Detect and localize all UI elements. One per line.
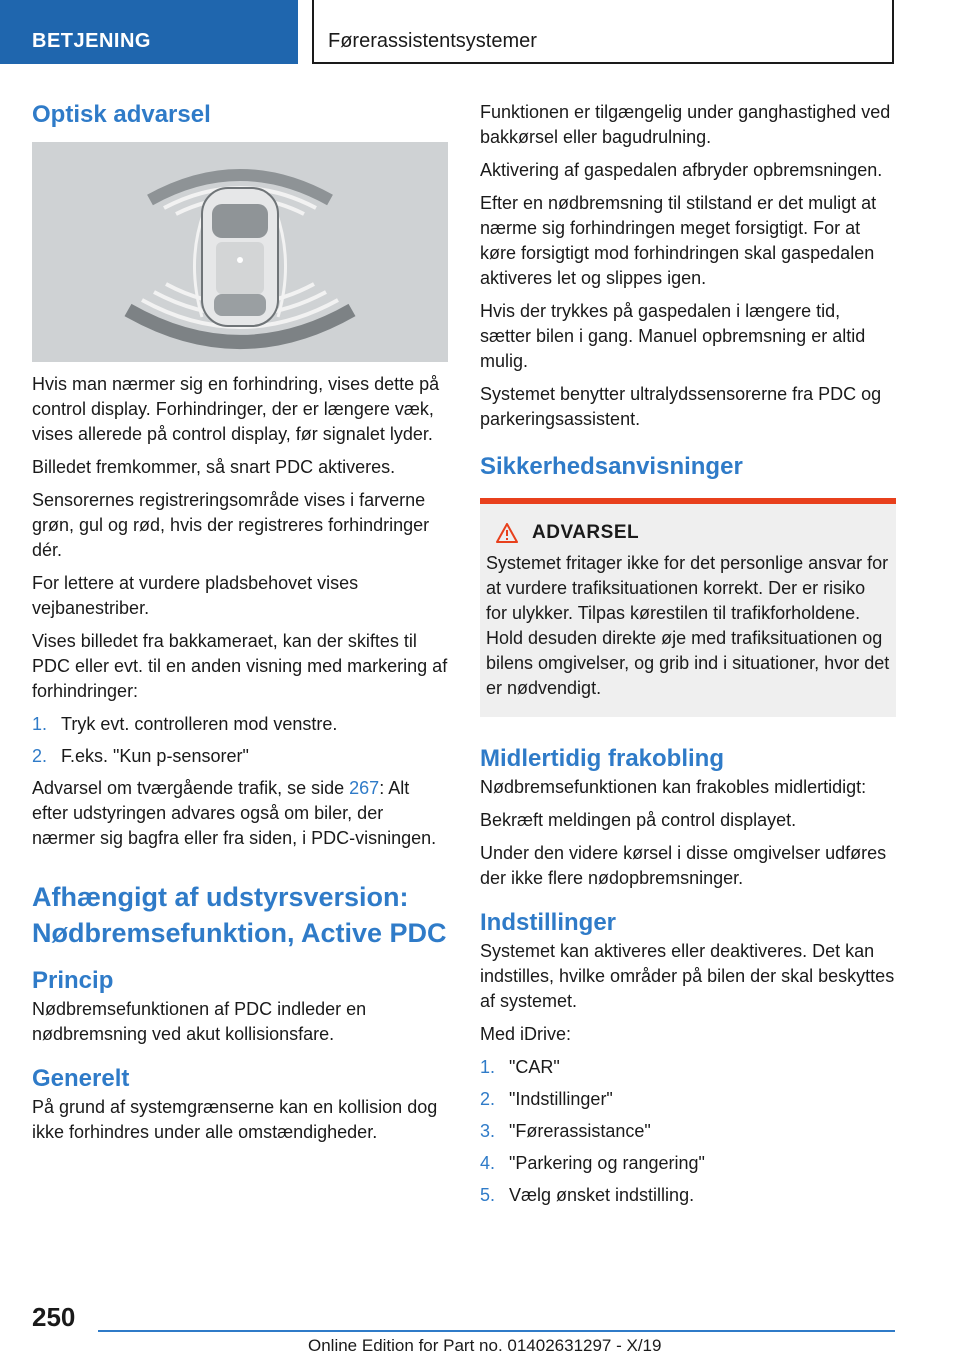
heading-princip: Princip bbox=[32, 967, 114, 994]
right-column bbox=[480, 100, 896, 1215]
list-item bbox=[480, 1119, 896, 1144]
list-item bbox=[32, 744, 448, 769]
heading-sikkerhedsanvisninger: Sikkerhedsanvisninger bbox=[480, 453, 743, 480]
pdc-car-illustration bbox=[32, 142, 448, 362]
paragraph: Billedet fremkommer, så snart PDC aktiveres. bbox=[32, 457, 396, 477]
list-number: 4. bbox=[480, 1153, 496, 1173]
paragraph: Aktivering af gaspedalen afbryder opbremsningen. bbox=[480, 160, 883, 180]
paragraph: For lettere at vurdere pladsbehovet vises vejbanestriber. bbox=[32, 573, 359, 618]
paragraph: Bekræft meldingen på control displayet. bbox=[480, 810, 797, 830]
warning-box bbox=[480, 498, 896, 717]
warning-title-row bbox=[486, 520, 890, 545]
list-text: Tryk evt. controlleren mod venstre. bbox=[61, 714, 338, 734]
list-item bbox=[480, 1151, 896, 1176]
list-text: Vælg ønsket indstilling. bbox=[509, 1185, 695, 1205]
paragraph: Hvis der trykkes på gaspedalen i længere tid, sætter bilen i gang. Manuel opbremsning er altid mulig. bbox=[480, 301, 866, 371]
chapter-tab bbox=[312, 0, 894, 64]
page-link[interactable]: 267 bbox=[349, 778, 380, 798]
heading-noedbremsefunktion: Afhængigt af udstyrsversion: Nødbremsefunktion, Active PDC bbox=[32, 882, 447, 948]
list-item bbox=[480, 1183, 896, 1208]
pdc-display-illustration bbox=[32, 142, 448, 362]
text: : Alt efter udstyringen advares også om biler, der nærmer sig bagfra eller fra siden, i PDC-visningen. bbox=[32, 778, 437, 848]
list-text: F.eks. "Kun p-sensorer" bbox=[61, 746, 249, 766]
paragraph: Nødbremsefunktionen af PDC indleder en nødbremsning ved akut kollisionsfare. bbox=[32, 999, 367, 1044]
list-number: 1. bbox=[32, 714, 48, 734]
heading-optisk-advarsel: Optisk advarsel bbox=[32, 101, 211, 128]
paragraph: Vises billedet fra bakkameraet, kan der skiftes til PDC eller evt. til en anden visning med markering af forhindringer: bbox=[32, 631, 448, 701]
list-number: 2. bbox=[32, 746, 48, 766]
list-item bbox=[480, 1055, 896, 1080]
step-list bbox=[480, 1055, 896, 1208]
list-number: 1. bbox=[480, 1057, 496, 1077]
step-list bbox=[32, 712, 448, 769]
list-number: 3. bbox=[480, 1121, 496, 1141]
list-text: "Parkering og rangering" bbox=[509, 1153, 705, 1173]
list-item bbox=[32, 712, 448, 737]
edition-note: Online Edition for Part no. 01402631297 - X/19 bbox=[308, 1336, 662, 1355]
list-number: 2. bbox=[480, 1089, 496, 1109]
section-title: BETJENING bbox=[32, 30, 151, 52]
text: Advarsel om tværgående trafik, se side bbox=[32, 778, 350, 798]
paragraph: Efter en nødbremsning til stilstand er det muligt at nærme sig forhindringen meget forsigtigt. For at køre forsigtigt mod forhindringen skal gaspedalen aktiveres let og slippes igen. bbox=[480, 193, 877, 288]
warning-title: ADVARSEL bbox=[532, 522, 640, 543]
paragraph: Systemet benytter ultralydssensorerne fra PDC og parkeringsassistent. bbox=[480, 384, 882, 429]
paragraph: Funktionen er tilgængelig under ganghastighed ved bakkørsel eller bagudrulning. bbox=[480, 102, 891, 147]
list-text: "CAR" bbox=[509, 1057, 560, 1077]
paragraph: Hvis man nærmer sig en forhindring, vises dette på control display. Forhindringer, der er længere væk, vises allerede på control display, før signalet lyder. bbox=[32, 374, 440, 444]
list-text: "Indstillinger" bbox=[509, 1089, 613, 1109]
warning-triangle-icon bbox=[496, 523, 518, 543]
list-item bbox=[480, 1087, 896, 1112]
paragraph: Med iDrive: bbox=[480, 1024, 572, 1044]
heading-generelt: Generelt bbox=[32, 1065, 130, 1092]
chapter-title: Førerassistentsystemer bbox=[328, 30, 537, 52]
list-text: "Førerassistance" bbox=[509, 1121, 651, 1141]
paragraph: Under den videre kørsel i disse omgivelser udføres der ikke flere nødopbremsninger. bbox=[480, 843, 887, 888]
paragraph: Systemet kan aktiveres eller deaktiveres. Det kan indstilles, hvilke områder på bilen der skal beskyttes af systemet. bbox=[480, 941, 895, 1011]
list-number: 5. bbox=[480, 1185, 496, 1205]
warning-text: Systemet fritager ikke for det personlige ansvar for at vurdere trafiksituationen korrekt. Der er risiko for ulykker. Tilpas kørestilen til trafikforholdene. Hold desuden direkte øje med trafiksituationen og bilens omgivelser, og grib ind i situationer, hvor det er nødvendigt. bbox=[486, 553, 890, 698]
paragraph bbox=[32, 776, 448, 851]
paragraph: På grund af systemgrænserne kan en kollision dog ikke forhindres under alle omstændigheder. bbox=[32, 1097, 438, 1142]
page-number: 250 bbox=[32, 1302, 76, 1332]
heading-indstillinger: Indstillinger bbox=[480, 909, 617, 936]
heading-midlertidig-frakobling: Midlertidig frakobling bbox=[480, 745, 724, 772]
paragraph: Nødbremsefunktionen kan frakobles midlertidigt: bbox=[480, 777, 867, 797]
left-column bbox=[32, 100, 448, 1153]
paragraph: Sensorernes registreringsområde vises i farverne grøn, gul og rød, hvis der registreres forhindringer dér. bbox=[32, 490, 430, 560]
footer-divider bbox=[98, 1330, 895, 1332]
section-tab bbox=[0, 0, 298, 64]
